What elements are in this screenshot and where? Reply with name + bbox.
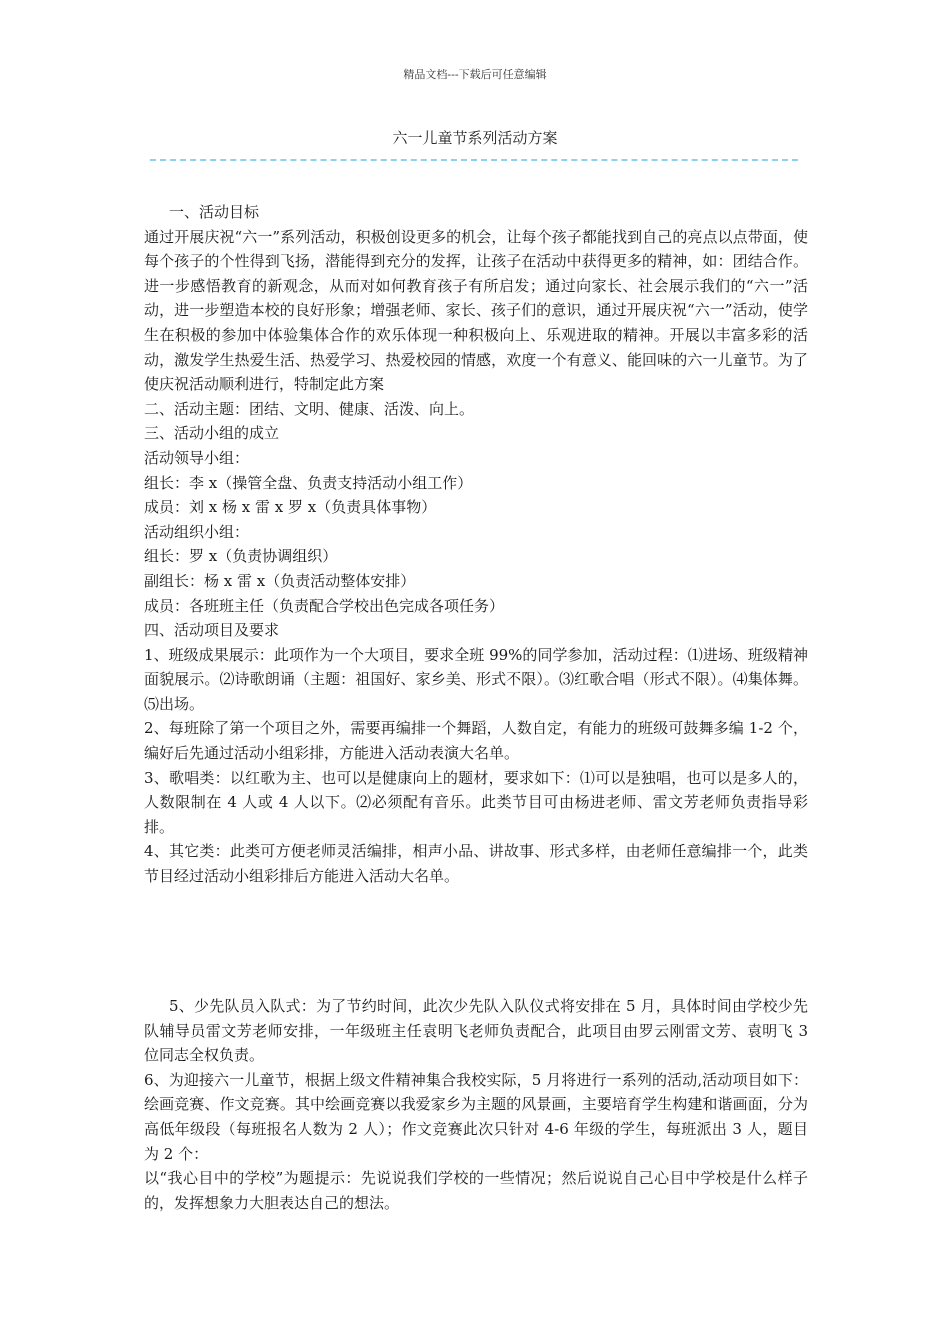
leadership-group-label: 活动领导小组： (144, 448, 250, 467)
item-3: 3、歌唱类：以红歌为主、也可以是健康向上的题材，要求如下：⑴可以是独唱，也可以是多人的，人数限制在 4 人或 4 人以下。⑵必须配有音乐。此类节目可由杨进老师、雷文芳老师负责指导彩排。 (144, 768, 808, 836)
title-divider (150, 159, 798, 161)
item-6: 6、为迎接六一儿童节，根据上级文件精神集合我校实际，5 月将进行一系列的活动,活动项目如下：绘画竞赛、作文竞赛。其中绘画竞赛以我爱家乡为主题的风景画，主要培育学生构建和谐画面，分为高低年级段（每班报名人数为 2 人）；作文竞赛此次只针对 4-6 年级的学生，每班派出 3 人，题目为 2 个： (144, 1070, 808, 1163)
content-section-2 (144, 994, 808, 1215)
organizing-group-members: 成员：各班班主任（负责配合学校出色完成各项任务） (144, 596, 505, 615)
organizing-group-deputy: 副组长：杨 x 雷 x（负责活动整体安排） (144, 571, 416, 590)
item-1: 1、班级成果展示：此项作为一个大项目，要求全班 99%的同学参加，活动过程：⑴进场、班级精神面貌展示。⑵诗歌朗诵（主题：祖国好、家乡美、形式不限）。⑶红歌合唱（形式不限）。⑷集体舞。⑸出场。 (144, 645, 808, 713)
section-heading-theme: 二、活动主题：团结、文明、健康、活泼、向上。 (144, 399, 475, 418)
organizing-group-leader: 组长：罗 x（负责协调组织） (144, 547, 338, 566)
section-heading-groups: 三、活动小组的成立 (144, 424, 280, 443)
content-section-1 (144, 200, 808, 889)
item-5: 5、少先队员入队式：为了节约时间，此次少先队入队仪式将安排在 5 月，具体时间由学校少先队辅导员雷文芳老师安排，一年级班主任袁明飞老师负责配合，此项目由罗云刚雷文芳、袁明飞 3 位同志全权负责。 (144, 997, 808, 1065)
item-4: 4、其它类：此类可方便老师灵活编排，相声小品、讲故事、形式多样，由老师任意编排一个，此类节目经过活动小组彩排后方能进入活动大名单。 (144, 842, 808, 886)
paragraph-goal: 通过开展庆祝“六一”系列活动，积极创设更多的机会，让每个孩子都能找到自己的亮点以点带面，使每个孩子的个性得到飞扬，潜能得到充分的发挥，让孩子在活动中获得更多的精神，如：团结合作。进一步感悟教育的新观念，从而对如何教育孩子有所启发；通过向家长、社会展示我们的“六一”活动，进一步塑造本校的良好形象；增强老师、家长、孩子们的意识，通过开展庆祝“六一”活动，使学生在积极的参加中体验集体合作的欢乐体现一种积极向上、乐观进取的精神。开展以丰富多彩的活动，激发学生热爱生活、热爱学习、热爱校园的情感，欢度一个有意义、能回味的六一儿童节。为了使庆祝活动顺利进行，特制定此方案 (144, 227, 808, 394)
item-2: 2、每班除了第一个项目之外，需要再编排一个舞蹈，人数自定，有能力的班级可鼓舞多编 1-2 个，编好后先通过活动小组彩排，方能进入活动表演大名单。 (144, 719, 808, 763)
document-title: 六一儿童节系列活动方案 (392, 129, 558, 147)
leadership-group-members: 成员：刘 x 杨 x 雷 x 罗 x（负责具体事物） (144, 498, 437, 517)
header-note: 精品文档---下载后可任意编辑 (403, 68, 547, 81)
essay-topic: 以“我心目中的学校”为题提示：先说说我们学校的一些情况；然后说说自己心目中学校是什么样子的，发挥想象力大胆表达自己的想法。 (144, 1169, 808, 1212)
section-heading-items: 四、活动项目及要求 (144, 621, 280, 640)
leadership-group-leader: 组长：李 x（操管全盘、负责支持活动小组工作） (144, 473, 473, 492)
organizing-group-label: 活动组织小组： (144, 522, 250, 541)
section-heading-goal: 一、活动目标 (169, 203, 260, 221)
